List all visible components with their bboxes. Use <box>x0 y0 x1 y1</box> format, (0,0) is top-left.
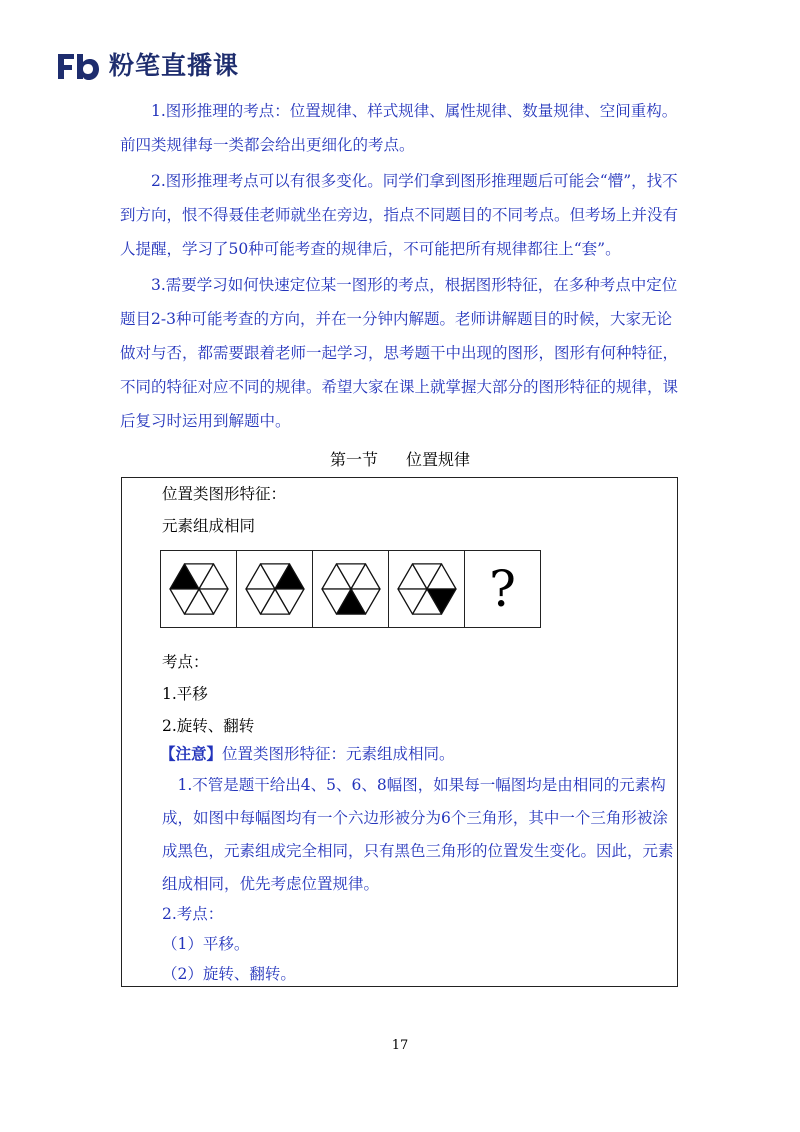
box-heading: 位置类图形特征： <box>162 485 287 503</box>
intro-paragraph-3: 3.需要学习如何快速定位某一图形的考点，根据图形特征，在多种考点中定位题目2-3种可能考查的方向，并在一分钟内解题。老师讲解题目的时候，大家无论做对与否，都需要跟着老师一起学习，思考题干中出现的图形，图形有何种特征，不同的特征对应不同的规律。希望大家在课上就掌握大部分的图形特征的规律，课后复习时运用到解题中。 <box>120 276 679 430</box>
intro-paragraphs <box>120 94 682 438</box>
hexagon-figure-4 <box>393 558 461 620</box>
note-item-2: （2）旋转、翻转。 <box>162 965 296 983</box>
section-number: 第一节 <box>329 450 378 469</box>
hexagon-figure-3 <box>317 558 385 620</box>
note-paragraph: 1.不管是题干给出4、5、6、8幅图，如果每一幅图均是由相同的元素构成，如图中每幅图均有一个六边形被分为6个三角形，其中一个三角形被涂成黑色，元素组成完全相同，只有黑色三角形的位置发生变化。因此，元素组成相同，优先考虑位置规律。 <box>162 776 674 893</box>
brand-logo <box>55 50 239 82</box>
brand-name: 粉笔直播课 <box>109 51 240 80</box>
question-mark: ? <box>489 560 516 618</box>
note-kaodian: 2.考点： <box>162 905 224 923</box>
figure-sequence <box>160 550 541 628</box>
hexagon-figure-1 <box>165 558 233 620</box>
intro-paragraph-2: 2.图形推理考点可以有很多变化。同学们拿到图形推理题后可能会“懵”，找不到方向，恨不得聂佳老师就坐在旁边，指点不同题目的不同考点。但考场上并没有人提醒，学习了50种可能考查的规律后，不可能把所有规律都往上“套”。 <box>120 172 679 258</box>
fb-logo-icon <box>55 50 101 82</box>
figure-cell-5 <box>465 551 540 627</box>
section-title <box>0 448 800 472</box>
note-paragraph-block <box>162 769 674 901</box>
note-tag: 【注意】 <box>160 744 223 763</box>
figure-cell-1 <box>161 551 237 627</box>
kaodian-label: 考点： <box>162 653 209 671</box>
figure-cell-4 <box>389 551 465 627</box>
kaodian-item-1: 1.平移 <box>162 685 208 703</box>
page-number: 17 <box>391 1038 409 1053</box>
intro-paragraph-1: 1.图形推理的考点：位置规律、样式规律、属性规律、数量规律、空间重构。前四类规律每一类都会给出更细化的考点。 <box>120 102 678 154</box>
figure-cell-3 <box>313 551 389 627</box>
kaodian-item-2: 2.旋转、翻转 <box>162 717 255 735</box>
figure-cell-2 <box>237 551 313 627</box>
section-name: 位置规律 <box>406 450 471 469</box>
note-item-1: （1）平移。 <box>162 935 250 953</box>
hexagon-figure-2 <box>241 558 309 620</box>
feature-box <box>121 477 678 987</box>
box-subheading: 元素组成相同 <box>162 517 256 535</box>
note-line <box>160 742 455 766</box>
note-text: 位置类图形特征：元素组成相同。 <box>222 745 455 763</box>
